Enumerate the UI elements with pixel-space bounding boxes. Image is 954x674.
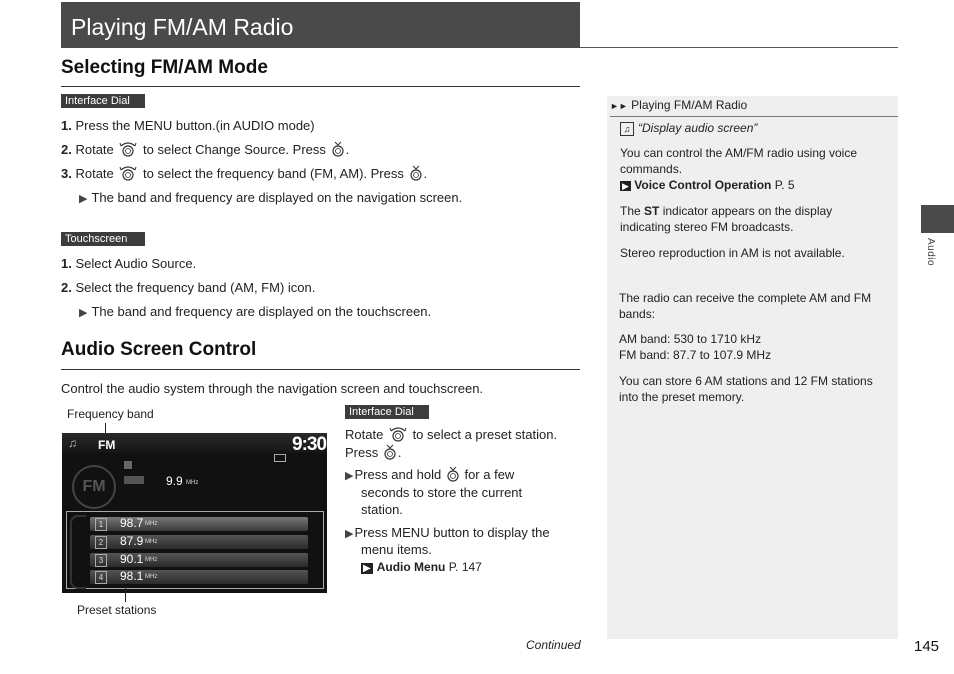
step-text: . Press	[285, 142, 326, 157]
dial-result	[79, 189, 462, 208]
header-arrow-icon: ►►	[610, 101, 628, 111]
menu-instruction-line2: menu items.	[361, 542, 432, 557]
clock: 9:30	[292, 434, 327, 455]
preset-memory-note-line2: into the preset memory.	[619, 390, 745, 404]
step-number: 3.	[61, 166, 72, 181]
result-text: The band and frequency are displayed on the navigation screen.	[91, 190, 463, 205]
step-text: Rotate	[75, 142, 114, 157]
preset-value: 98.7	[120, 516, 144, 530]
preset-row	[90, 570, 308, 584]
receive-note-line1: The radio can receive the complete AM and FM	[619, 291, 872, 305]
step-text: to select	[143, 142, 192, 157]
sidebar-rule	[610, 116, 898, 117]
voice-command-text: “Display audio screen”	[638, 121, 758, 135]
hold-instruction	[345, 466, 514, 485]
chapter-tab-label: Audio	[925, 238, 936, 267]
callout-preset-stations: Preset stations	[77, 603, 157, 617]
note-text: indicator appears on the display	[662, 204, 833, 218]
reference-page: P. 5	[774, 178, 795, 192]
touch-step-2	[61, 279, 315, 297]
page-number: 145	[914, 638, 940, 655]
reference-arrow-icon: ▶	[363, 563, 371, 574]
section-rule	[61, 86, 580, 87]
step-option: Audio Source	[114, 256, 193, 271]
preset-value: 87.9	[120, 534, 144, 548]
step-text: Select	[75, 256, 112, 271]
section-heading-selecting-mode: Selecting FM/AM Mode	[61, 57, 268, 78]
current-frequency: 9.9	[166, 474, 183, 488]
hold-instruction-line3: station.	[361, 502, 403, 517]
dial-step-2	[61, 141, 349, 159]
press-dial-icon	[409, 165, 423, 181]
chapter-tab	[921, 205, 954, 233]
instruction-text: Press	[345, 445, 379, 460]
preset-unit: MHz	[145, 557, 158, 563]
preset-number: 2	[95, 536, 107, 549]
preset-value: 90.1	[120, 552, 144, 566]
press-dial-icon	[383, 444, 397, 460]
note-text: The	[620, 204, 641, 218]
step-number: 1.	[61, 118, 72, 133]
rotate-dial-icon	[389, 426, 407, 442]
continued-label: Continued	[526, 638, 581, 652]
voice-text-line2: commands.	[620, 162, 683, 176]
voice-command	[620, 120, 757, 136]
result-text: The band and frequency are displayed on the touchscreen.	[91, 304, 432, 319]
preset-unit: MHz	[145, 574, 158, 580]
dial-step-3	[61, 165, 427, 183]
instruction-text: Press and hold	[354, 467, 442, 482]
reference-page: P. 147	[448, 560, 482, 574]
instruction-text: .	[397, 445, 402, 460]
step-text: Press the MENU button.(in AUDIO mode)	[75, 118, 315, 133]
receive-note-line2: bands:	[619, 307, 656, 321]
step-number: 2.	[61, 142, 72, 157]
band-label: FM	[98, 438, 116, 452]
st-indicator-note	[620, 203, 832, 219]
step-number: 2.	[61, 280, 72, 295]
hold-instruction-line2: seconds to store the current	[361, 485, 523, 500]
result-arrow-icon: ▶	[79, 307, 88, 319]
music-note-icon: ♫	[68, 436, 77, 450]
touchscreen-tag: Touchscreen	[61, 232, 145, 246]
preset-unit: MHz	[145, 539, 158, 545]
step-text: Rotate	[75, 166, 114, 181]
am-band-range: AM band: 530 to 1710 kHz	[619, 332, 762, 346]
title-rule	[580, 47, 898, 48]
fm-logo-icon: FM	[72, 465, 116, 509]
preset-number: 3	[95, 554, 107, 567]
dial-step-1	[61, 117, 315, 135]
step-text: Select the frequency band (AM, FM) icon.	[75, 280, 316, 295]
callout-line	[125, 586, 126, 602]
step-text: .	[423, 166, 428, 181]
sidebar-header-text: Playing FM/AM Radio	[631, 98, 748, 112]
frequency-unit: MHz	[186, 480, 199, 486]
callout-frequency-band: Frequency band	[67, 407, 154, 421]
stereo-am-note: Stereo reproduction in AM is not available.	[620, 246, 845, 260]
preset-row	[90, 553, 308, 567]
press-dial-icon	[446, 466, 460, 482]
preset-row	[90, 535, 308, 549]
result-arrow-icon: ▶	[345, 470, 354, 482]
step-text: to select the frequency band (FM, AM). Press	[143, 166, 404, 181]
reference-title: Audio Menu	[376, 560, 446, 574]
speaker-graphic	[70, 515, 86, 589]
reference-arrow-icon: ▶	[622, 181, 629, 191]
voice-command-icon: ♫	[620, 122, 634, 136]
instruction-text: to select a preset station.	[412, 427, 558, 442]
step-text: .	[192, 256, 197, 271]
result-arrow-icon: ▶	[79, 193, 88, 205]
section-heading-audio-screen: Audio Screen Control	[61, 339, 257, 360]
step-text: .	[345, 142, 350, 157]
rotate-dial-icon	[119, 165, 137, 181]
interface-dial-tag: Interface Dial	[61, 94, 145, 108]
sidebar-header	[610, 97, 747, 114]
voice-text-line1: You can control the AM/FM radio using voice	[620, 146, 858, 160]
preset-row	[90, 517, 308, 531]
audio-intro: Control the audio system through the navigation screen and touchscreen.	[61, 381, 484, 396]
st-label: ST	[644, 204, 660, 218]
preset-memory-note-line1: You can store 6 AM stations and 12 FM stations	[619, 374, 873, 388]
rotate-instruction	[345, 426, 557, 444]
step-number: 1.	[61, 256, 72, 271]
page-title: Playing FM/AM Radio	[61, 2, 580, 48]
touch-step-1	[61, 255, 196, 273]
preset-number: 4	[95, 571, 107, 584]
result-arrow-icon: ▶	[345, 528, 354, 540]
signal-icon	[274, 454, 286, 462]
audio-menu-reference[interactable]	[361, 560, 482, 574]
preset-unit: MHz	[145, 521, 158, 527]
reference-title: Voice Control Operation	[634, 178, 772, 192]
st-indicator-note-line2: indicating stereo FM broadcasts.	[620, 220, 794, 234]
rotate-dial-icon	[119, 141, 137, 157]
screen-small-icon	[124, 461, 132, 469]
section-rule	[61, 369, 580, 370]
preset-number: 1	[95, 518, 107, 531]
fm-band-range: FM band: 87.7 to 107.9 MHz	[619, 348, 772, 362]
press-instruction	[345, 444, 401, 462]
preset-value: 98.1	[120, 569, 144, 583]
st-indicator-icon	[124, 476, 144, 484]
instruction-text: Press MENU button to display the	[354, 525, 550, 540]
touch-result	[79, 303, 431, 322]
press-dial-icon	[331, 141, 345, 157]
instruction-text: Rotate	[345, 427, 384, 442]
voice-control-reference[interactable]	[620, 177, 795, 194]
interface-dial-tag: Interface Dial	[345, 405, 429, 419]
instruction-text: for a few	[464, 467, 515, 482]
step-option: Change Source	[195, 142, 286, 157]
audio-screen-image	[62, 433, 327, 593]
